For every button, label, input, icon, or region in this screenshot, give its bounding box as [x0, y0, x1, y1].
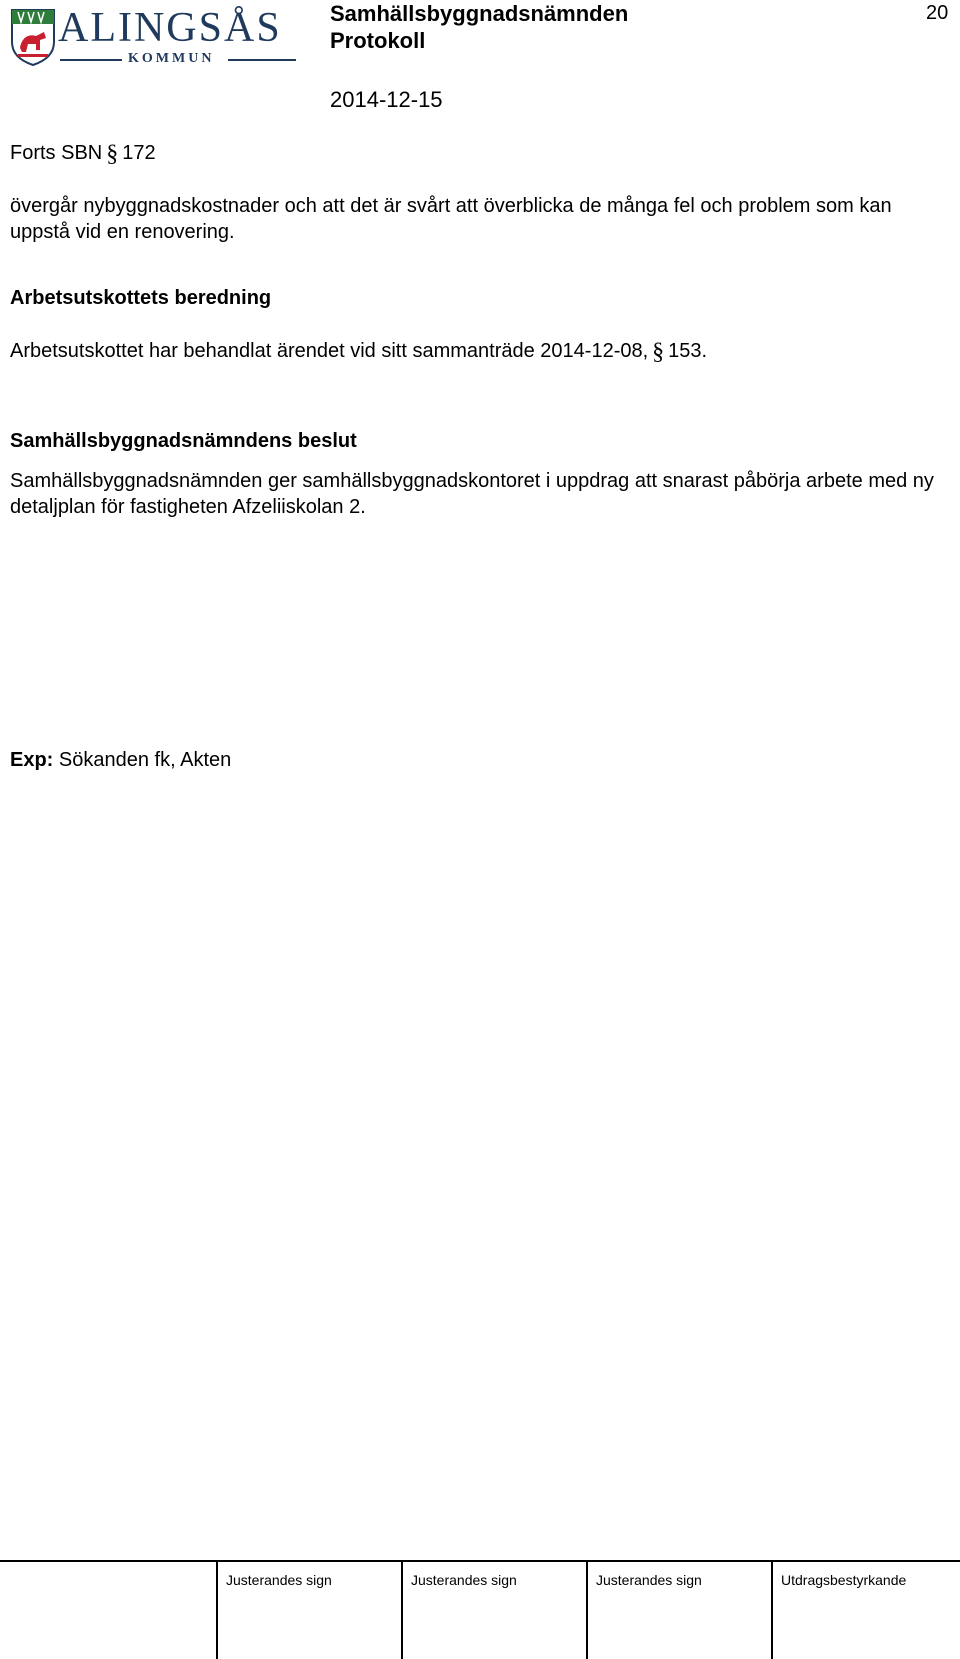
page-number: 20 [926, 2, 949, 24]
preparation-heading: Arbetsutskottets beredning [10, 287, 272, 309]
certification-field: Utdragsbestyrkande [781, 1572, 907, 1588]
section-prefix: Forts SBN [10, 142, 103, 164]
alingsas-logo [10, 6, 280, 66]
distribution-label: Exp: [10, 749, 54, 771]
municipal-coat-of-arms-icon [10, 8, 56, 66]
footer-divider [401, 1561, 403, 1659]
preparation-paragraph [10, 338, 940, 365]
distribution-line [10, 747, 231, 773]
logo-rule-right [228, 59, 296, 61]
logo-rule-left [60, 59, 122, 61]
footer-divider [216, 1561, 218, 1659]
signature-field: Justerandes sign [226, 1572, 332, 1588]
paragraph-symbol: § [652, 339, 665, 365]
organization-name: Samhällsbyggnadsnämnden [330, 1, 629, 26]
signature-field: Justerandes sign [411, 1572, 517, 1588]
continuation-paragraph: övergår nybyggnadskostnader och att det är svårt att överblicka de många fel och problem som kan uppstå vid en renovering. [10, 195, 892, 243]
logo-subtitle: KOMMUN [128, 51, 215, 66]
distribution-recipients: Sökanden fk, Akten [58, 749, 232, 771]
preparation-reference: 153. [668, 340, 708, 362]
footer-rule [0, 1560, 960, 1562]
decision-heading: Samhällsbyggnadsnämndens beslut [10, 430, 357, 452]
paragraph-symbol: § [106, 141, 119, 167]
decision-paragraph: Samhällsbyggnadsnämnden ger samhällsbyggnadskontoret i uppdrag att snarast påbörja arbete med ny detaljplan för fastigheten Afzeliiskolan 2. [10, 470, 934, 518]
meeting-date: 2014-12-15 [330, 87, 443, 112]
preparation-text: Arbetsutskottet har behandlat ärendet vid sitt sammanträde 2014-12-08, [10, 340, 649, 362]
footer-divider [771, 1561, 773, 1659]
section-number: 172 [122, 142, 156, 164]
document-type: Protokoll [330, 28, 426, 53]
logo-wordmark: ALINGSÅS [58, 5, 282, 51]
section-reference [10, 140, 156, 167]
footer-divider [586, 1561, 588, 1659]
signature-field: Justerandes sign [596, 1572, 702, 1588]
